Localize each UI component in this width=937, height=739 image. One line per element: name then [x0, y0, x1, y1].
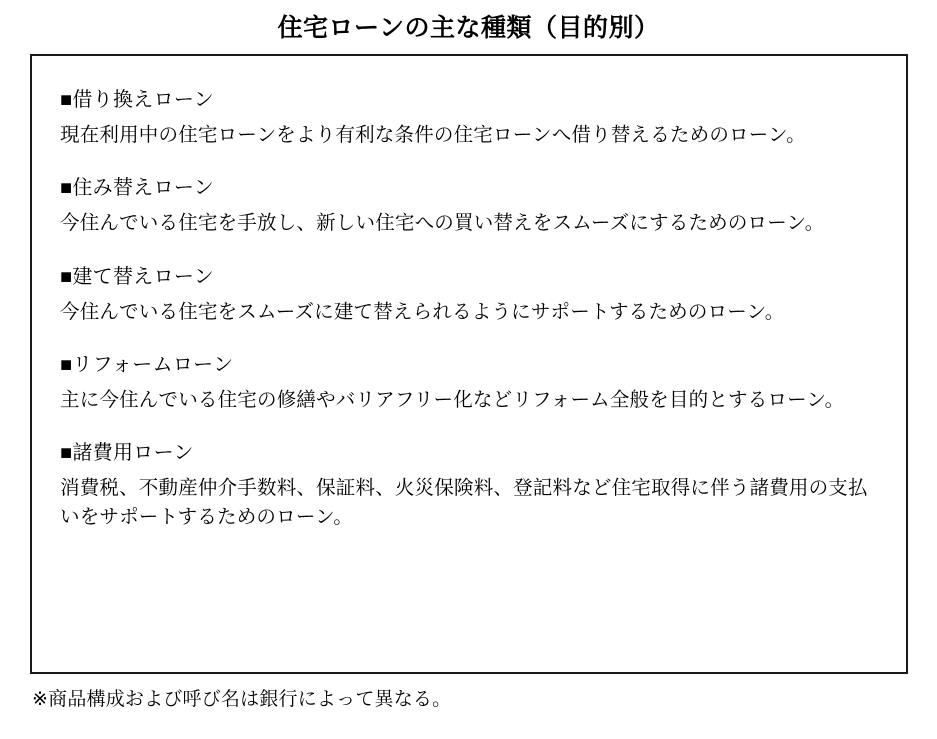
footnote: ※商品構成および呼び名は銀行によって異なる。: [32, 689, 452, 710]
page-title: 住宅ローンの主な種類（目的別）: [277, 14, 660, 42]
loan-entry-body: 消費税、不動産仲介手数料、保証料、火災保険料、登記料など住宅取得に伴う諸費用の支払いをサポートするためのローン。: [60, 477, 868, 529]
loan-entry-body: 主に今住んでいる住宅の修繕やバリアフリー化などリフォーム全般を目的とするローン。: [60, 388, 845, 411]
loan-entry: [60, 174, 878, 238]
loan-entry-body: 今住んでいる住宅をスムーズに建て替えられるようにサポートするためのローン。: [60, 300, 785, 323]
loan-types-box: [30, 54, 908, 674]
loan-entry: [60, 351, 878, 415]
loan-entry: [60, 263, 878, 327]
loan-entry: [60, 86, 878, 150]
loan-entry-heading: ■建て替えローン: [60, 265, 215, 288]
loan-entry-body: 現在利用中の住宅ローンをより有利な条件の住宅ローンへ借り替えるためのローン。: [60, 124, 806, 146]
loan-entry-heading: ■借り換えローン: [60, 89, 215, 111]
loan-entry-heading: ■住み替えローン: [60, 177, 215, 200]
loan-entry-body: 今住んでいる住宅を手放し、新しい住宅への買い替えをスムーズにするためのローン。: [60, 212, 825, 235]
loan-entry: [60, 439, 878, 533]
loan-entry-heading: ■諸費用ローン: [60, 442, 194, 464]
loan-entry-heading: ■リフォームローン: [60, 353, 234, 376]
